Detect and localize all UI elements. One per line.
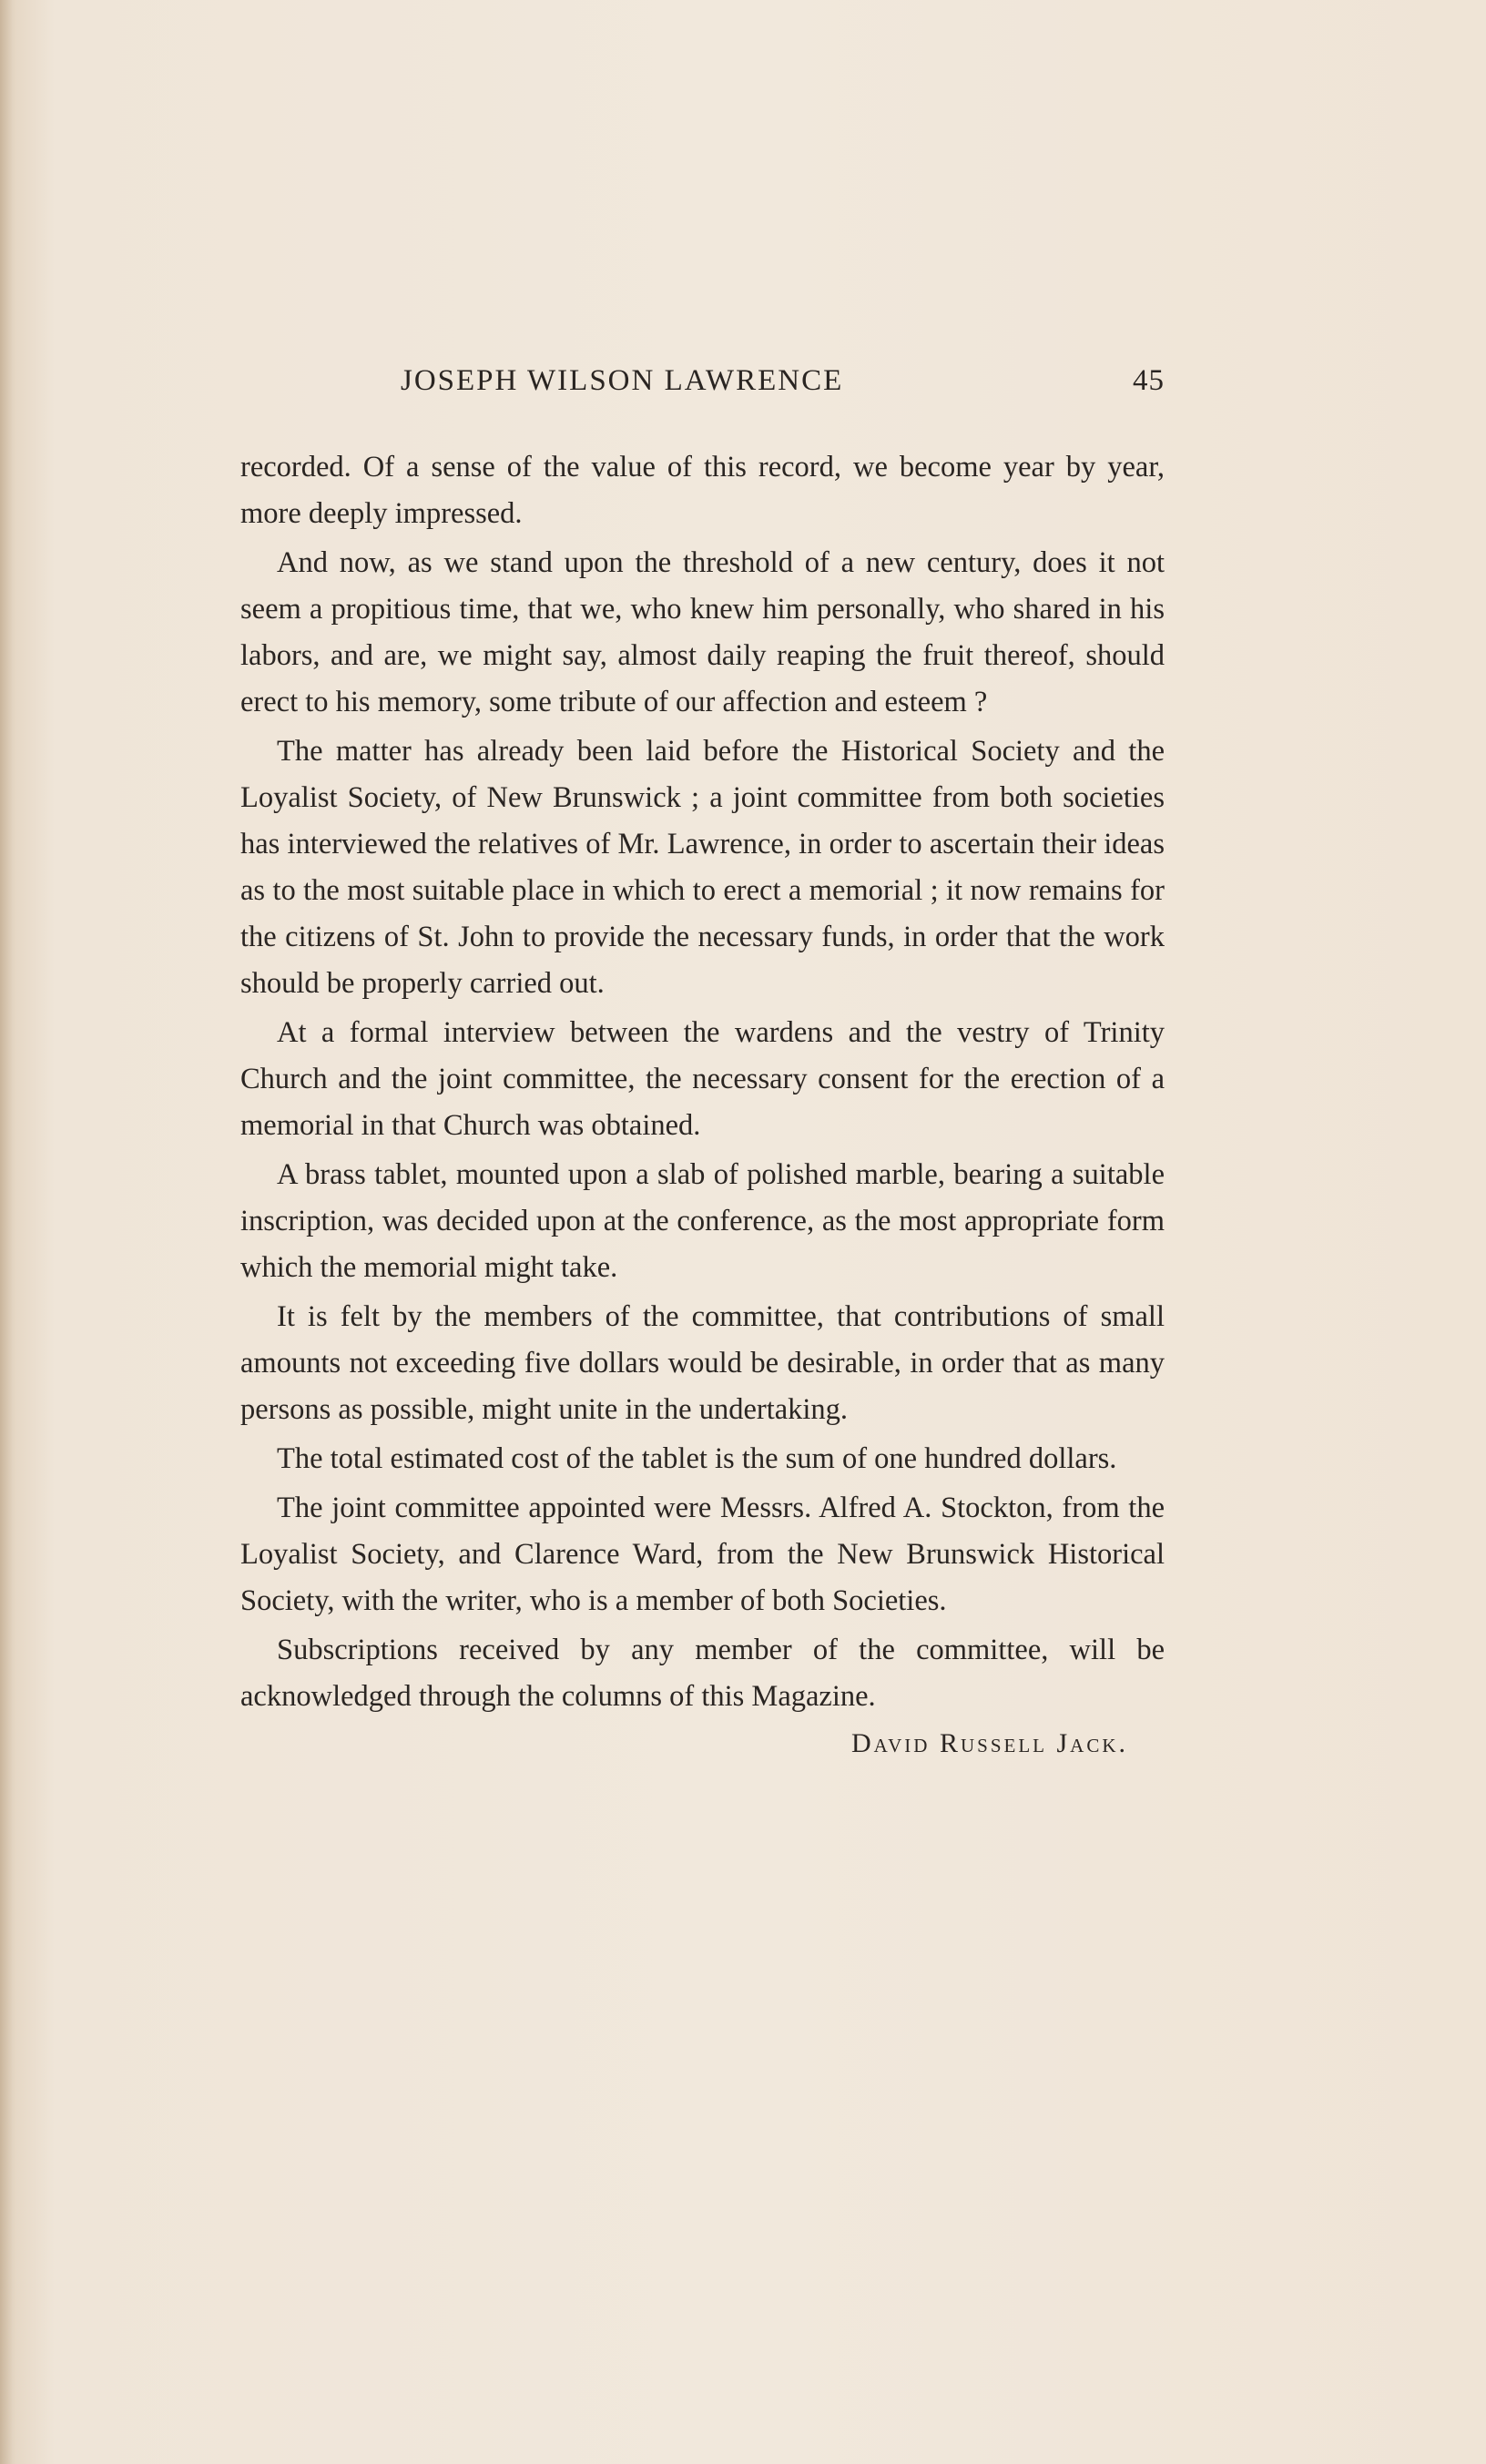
- running-title: JOSEPH WILSON LAWRENCE: [401, 364, 844, 397]
- paragraph: Subscriptions received by any member of the committee, will be acknowledged through the columns of this Magazine.: [240, 1634, 1165, 1713]
- paragraph-continued: recorded. Of a sense of the value of this record, we become year by year, more deeply impressed.: [240, 451, 1165, 530]
- running-head: [401, 364, 1165, 408]
- paragraph: And now, as we stand upon the threshold of a new century, does it not seem a propitious time, that we, who knew him personally, who shared in his labors, and are, we might say, almost daily reaping the fruit thereof, should erect to his memory, some tribute of our affection and esteem ?: [240, 546, 1165, 718]
- paragraph: The joint committee appointed were Messrs. Alfred A. Stockton, from the Loyalist Society, and Clarence Ward, from the New Brunswick Historical Society, with the writer, who is a member of both Societies.: [240, 1492, 1165, 1617]
- paragraph: The matter has already been laid before the Historical Society and the Loyalist Society, of New Brunswick ; a joint committee from both societies has interviewed the relatives of Mr. Lawrence, in order to ascertain their ideas as to the most suitable place in which to erect a memorial ; it now remains for the citizens of St. John to provide the necessary funds, in order that the work should be properly carried out.: [240, 735, 1165, 1000]
- paragraph: A brass tablet, mounted upon a slab of polished marble, bearing a suitable inscription, was decided upon at the conference, as the most appropriate form which the memorial might take.: [240, 1158, 1165, 1284]
- binding-edge: [0, 0, 13, 2464]
- paragraph: It is felt by the members of the committee, that contributions of small amounts not exceeding five dollars would be desirable, in order that as many persons as possible, might unite in the undertaking.: [240, 1300, 1165, 1426]
- page-number: 45: [1133, 364, 1165, 397]
- paragraph: The total estimated cost of the tablet is the sum of one hundred dollars.: [277, 1442, 1117, 1475]
- author-signature: David Russell Jack.: [851, 1728, 1128, 1758]
- text-block: [240, 364, 1165, 1767]
- paragraph: At a formal interview between the wardens and the vestry of Trinity Church and the joint committee, the necessary consent for the erection of a memorial in that Church was obtained.: [240, 1016, 1165, 1142]
